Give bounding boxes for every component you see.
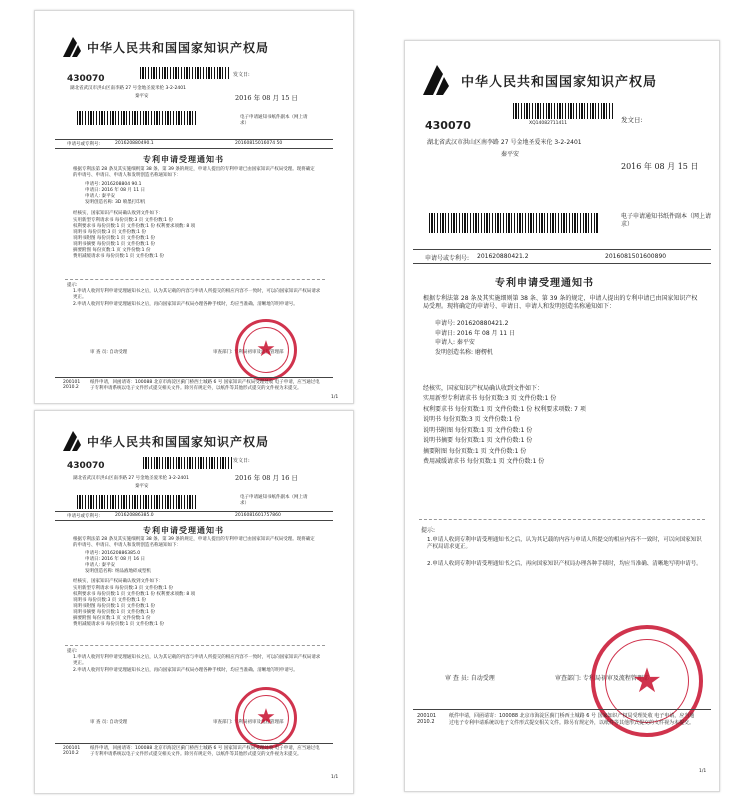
field-row: 发明创造名称: 纳品液地碎成型机: [85, 569, 151, 575]
org-title: 中华人民共和国国家知识产权局: [87, 435, 270, 449]
file-row: 说明书摘要 每份页数:1 页 文件份数:1 份: [73, 610, 155, 616]
send-date: 2016 年 08 月 15 日: [621, 162, 699, 171]
file-row: 说明书摘要 每份页数:1 页 文件份数:1 份: [73, 242, 155, 248]
barcode: [513, 103, 613, 119]
field-row: 申请人: 秦平安: [85, 194, 115, 200]
field-row: 申请号: 201620886385.0: [85, 551, 141, 556]
file-row: 摘要附图 每份页数:1 页 文件份数:1 份: [73, 616, 151, 622]
addressee: 秦平安: [501, 151, 520, 158]
app-no-label: 申请号或专利号:: [67, 514, 101, 519]
barcode-large: [77, 495, 197, 509]
postcode: 430070: [67, 74, 105, 84]
dept: 审查部门: 专利局初审及流程管理部: [555, 675, 649, 682]
cnipa-logo-icon: [63, 37, 81, 57]
files-intro: 经核实，国家知识产权局确认收到文件如下：: [73, 211, 163, 216]
file-row: 权利要求书 每份页数:1 页 文件份数:1 份 权利要求项数: 8 项: [73, 592, 196, 598]
barcode-large: [77, 111, 197, 125]
field-row: 申请日: 2016 年 08 月 11 日: [85, 188, 146, 194]
barcode-number: 20160815016074 50: [235, 141, 283, 146]
barcode: [143, 457, 233, 469]
file-row: 费用减缓请求书 每份页数:1 页 文件份数:1 份: [73, 622, 164, 628]
copy-note: 电子申请通知书纸件副本（网上请求）: [240, 495, 308, 506]
notice-sheet-2: [404, 40, 720, 792]
field-row: 申请人: 秦平安: [85, 563, 115, 569]
postcode: 430070: [67, 461, 105, 471]
field-row: 申请号: 2016208804 90.1: [85, 182, 142, 187]
footer-code: 200101 2010.2: [417, 713, 437, 725]
page-number: 1/1: [331, 395, 339, 400]
page-number: 1/1: [331, 775, 339, 780]
notice-label: 提示:: [67, 283, 78, 288]
file-row: 说明书附图 每份页数:1 页 文件份数:1 份: [73, 604, 155, 610]
field-row: 申请号: 201620880421.2: [435, 320, 509, 327]
send-date-label: 发文日:: [233, 72, 250, 78]
address: 湖北省武汉市洪山区南李路 27 号金地圣爱米伦 3-2-2401: [70, 86, 186, 91]
official-seal-icon: ★: [235, 319, 297, 381]
barcode-large: [429, 213, 599, 233]
field-row: 申请日: 2016 年 08 月 11 日: [435, 329, 516, 337]
app-no: 201620880421.2: [477, 253, 529, 260]
org-title: 中华人民共和国国家知识产权局: [87, 41, 270, 55]
field-row: 发明创造名称: 3D 喷墨打印机: [85, 200, 146, 206]
field-list: [85, 182, 145, 206]
barcode-number: 2016081501600890: [605, 253, 667, 260]
footer-text: 纸件申请，回函请寄：100088 北京市海淀区蓟门桥西土城路 6 号 国家知识产权局受理处收 电子申请，应当通过电子专利申请系统以电子文件形式提交相关文件。除另有规定外，以纸件等其他形式提交的文件视为未提交。: [90, 746, 320, 758]
footer-text: 纸件申请，回函请寄：100088 北京市海淀区蓟门桥西土城路 6 号 国家知识产权局受理处收 电子申请，应当通过电子专利申请系统以电子文件形式提交相关文件。除另有规定外，以纸件等其他形式提交的文件视为未提交。: [90, 380, 320, 392]
notice-1: 1.申请人收到专利申请受理通知书之后，认为其记载的内容与申请人所提交的相应内容不一致时，可以向国家知识产权局请求更正。: [73, 655, 321, 667]
copy-note: 电子申请通知书纸件副本（网上请求）: [621, 213, 712, 228]
file-row: 说明书 每份页数:3 页 文件份数:1 份: [73, 230, 146, 236]
send-date-label: 发文日:: [621, 116, 643, 124]
notice-label: 提示:: [421, 527, 436, 534]
official-seal-icon: ★: [591, 625, 703, 737]
dept: 审查部门: 专利局初审及流程管理部: [213, 350, 284, 355]
notice-2: 2.申请人收到专利申请受理通知书之后，再向国家知识产权局办理各种手续时，均应当准确、清晰地写明申请号。: [73, 302, 298, 307]
cnipa-logo-icon: [63, 431, 81, 451]
intro-paragraph: 根据专利法第 28 条及其实施细则第 38 条、第 39 条的规定，申请人提出的专利申请已由国家知识产权局受理。现将确定的申请号、申请日、申请人和发明创造名称通知如下：: [423, 295, 698, 311]
file-row: 实用新型专利请求书 每份页数:3 页 文件份数:1 份: [73, 218, 173, 223]
footer-code: 200101 2010.2: [63, 380, 81, 390]
footer-code: 200101 2010.2: [63, 746, 81, 756]
file-row: 费用减缓请求书 每份页数:1 页 文件份数:1 份: [73, 254, 164, 260]
notice-2: 2.申请人收到专利申请受理通知书之后，再向国家知识产权局办理各种手续时，均应当准确、清晰地写明申请号。: [427, 561, 702, 567]
files-intro: 经核实，国家知识产权局确认收到文件如下：: [423, 385, 544, 392]
file-row: 实用新型专利请求书 每份页数:3 页 文件份数:1 份: [423, 395, 557, 402]
send-date: 2016 年 08 月 16 日: [235, 474, 298, 482]
barcode: [140, 67, 230, 79]
app-no: 201620886385.0: [115, 513, 154, 518]
file-row: 说明书 每份页数:3 页 文件份数:1 份: [423, 416, 521, 423]
send-date-label: 发文日:: [233, 458, 250, 464]
app-no: 201620880490.1: [115, 141, 154, 146]
page-number: 1/1: [699, 769, 707, 774]
notice-sheet-1: [34, 10, 354, 404]
notice-2: 2.申请人收到专利申请受理通知书之后，再向国家知识产权局办理各种手续时，均应当准确、清晰地写明申请号。: [73, 668, 298, 673]
app-no-label: 申请号或专利号:: [425, 255, 470, 262]
tracking-number: XQ14082711411: [529, 121, 568, 126]
file-row: 实用新型专利请求书 每份页数:3 页 文件份数:1 份: [73, 586, 173, 591]
file-row: 权利要求书 每份页数:1 页 文件份数:1 份 权利要求项数: 8 项: [73, 224, 196, 230]
examiner: 审 查 员: 自动受理: [90, 720, 128, 725]
field-list: [435, 319, 515, 357]
dept: 审查部门: 专利局初审及流程管理部: [213, 720, 284, 725]
file-row: 摘要附图 每份页数:1 页 文件份数:1 份: [73, 248, 151, 254]
file-row: 费用减缓请求书 每份页数:1 页 文件份数:1 份: [423, 458, 545, 465]
addressee: 秦平安: [135, 94, 149, 99]
barcode-number: 2016081601757860: [235, 513, 281, 518]
doc-title: 专利申请受理通知书: [495, 278, 594, 289]
org-title: 中华人民共和国国家知识产权局: [461, 75, 658, 90]
postcode: 430070: [425, 119, 471, 132]
field-list: [85, 551, 151, 575]
copy-note: 电子申请通知书纸件副本（网上请求）: [240, 115, 308, 126]
address: 湖北省武汉市洪山区南李路 27 号金地圣爱米伦 3-2-2401: [73, 476, 189, 481]
examiner: 审 查 员: 自动受理: [445, 675, 495, 682]
file-row: 说明书摘要 每份页数:1 页 文件份数:1 份: [423, 437, 533, 444]
notice-label: 提示:: [67, 649, 78, 654]
file-row: 权利要求书 每份页数:1 页 文件份数:1 份 权利要求项数: 7 项: [423, 405, 586, 413]
address: 湖北省武汉市洪山区南李路 27 号金地圣爱米伦 3-2-2401: [427, 139, 582, 146]
file-list: [423, 394, 586, 468]
official-seal-icon: ★: [235, 687, 297, 749]
cnipa-logo-icon: [423, 65, 449, 95]
intro-paragraph: 根据专利法第 28 条及其实施细则第 38 条、第 39 条的规定，申请人提出的专利申请已由国家知识产权局受理。现将确定的申请号、申请日、申请人和发明创造名称通知如下：: [73, 167, 315, 179]
notice-1: 1.申请人收到专利申请受理通知书之后，认为其记载的内容与申请人所提交的相应内容不一致时，可以向国家知识产权局请求更正。: [427, 537, 702, 551]
field-row: 申请日: 2016 年 08 月 16 日: [85, 557, 146, 563]
intro-paragraph: 根据专利法第 28 条及其实施细则第 38 条、第 39 条的规定，申请人提出的专利申请已由国家知识产权局受理。现将确定的申请号、申请日、申请人和发明创造名称通知如下：: [73, 537, 315, 549]
notice-sheet-3: [34, 410, 354, 794]
files-intro: 经核实，国家知识产权局确认收到文件如下：: [73, 579, 163, 584]
file-row: 说明书附图 每份页数:1 页 文件份数:1 份: [73, 236, 155, 242]
footer-text: 纸件申请，回函请寄：100088 北京市海淀区蓟门桥西土城路 6 号 国家知识产权局受理处收 电子申请，应当通过电子专利申请系统以电子文件形式提交相关文件。除另有规定外，以纸件等其他形式提交的文件视为未提交。: [449, 713, 695, 726]
file-row: 说明书 每份页数:3 页 文件份数:1 份: [73, 598, 146, 604]
examiner: 审 查 员: 自动受理: [90, 350, 128, 355]
field-row: 发明创造名称: 磨楞机: [435, 348, 493, 356]
addressee: 秦平安: [135, 484, 149, 489]
field-row: 申请人: 秦平安: [435, 339, 475, 347]
doc-title: 专利申请受理通知书: [143, 154, 224, 164]
app-no-label: 申请号或专利号:: [67, 142, 101, 147]
notice-1: 1.申请人收到专利申请受理通知书之后，认为其记载的内容与申请人所提交的相应内容不一致时，可以向国家知识产权局请求更正。: [73, 289, 321, 301]
doc-title: 专利申请受理通知书: [143, 525, 224, 535]
send-date: 2016 年 08 月 15 日: [235, 94, 298, 102]
file-row: 摘要附图 每份页数:1 页 文件份数:1 份: [423, 447, 527, 455]
file-row: 说明书附图 每份页数:1 页 文件份数:1 份: [423, 426, 533, 434]
file-list: [73, 586, 195, 628]
file-list: [73, 218, 195, 260]
